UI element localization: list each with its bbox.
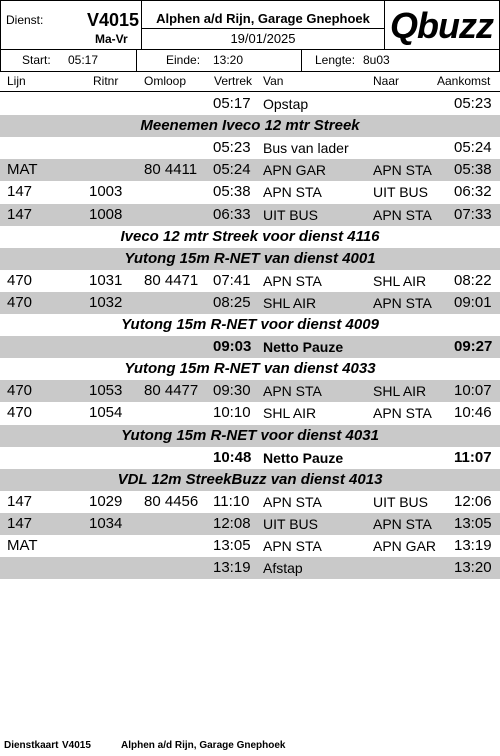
cell-van: UIT BUS [263,516,318,532]
cell-van: APN STA [263,538,322,554]
cell-ritnr: 1029 [89,493,123,510]
end-label: Einde: [166,53,201,67]
cell-ritnr: 1054 [89,404,123,421]
cell-aankomst: 05:23 [454,95,492,112]
banner-text: Yutong 15m R-NET van dienst 4001 [124,250,376,267]
cell-omloop: 80 4456 [144,493,199,510]
vehicle-banner [0,358,500,380]
dienst-number: V4015 [87,10,140,30]
trip-row [0,402,500,424]
cell-vertrek: 10:10 [213,404,251,421]
col-vertrek: Vertrek [214,74,253,88]
cell-van: APN STA [263,273,322,289]
trip-row [0,181,500,203]
cell-aankomst: 08:22 [454,272,492,289]
col-omloop: Omloop [144,74,187,88]
banner-text: VDL 12m StreekBuzz van dienst 4013 [117,471,383,488]
trip-row [0,93,500,115]
meta-divider [301,49,302,71]
cell-van: APN STA [263,184,322,200]
cell-lijn: 470 [7,382,33,399]
cell-van: SHL AIR [263,405,317,421]
pause-row [0,336,500,358]
banner-text: Yutong 15m R-NET voor dienst 4009 [121,316,379,333]
cell-van: Opstap [263,96,309,112]
trip-row [0,513,500,535]
cell-aankomst: 12:06 [454,493,492,510]
cell-vertrek: 05:23 [213,139,251,156]
cell-ritnr: 1034 [89,515,123,532]
cell-van: APN GAR [263,162,327,178]
cell-lijn: 470 [7,272,33,289]
dienst-days: Ma-Vr [95,32,128,46]
shift-meta [0,49,500,72]
cell-van: UIT BUS [263,207,318,223]
service-date: 19/01/2025 [230,31,296,46]
trip-row [0,557,500,579]
cell-aankomst: 09:01 [454,294,492,311]
length-value: 8u03 [363,53,390,67]
banner-text: Yutong 15m R-NET van dienst 4033 [124,360,376,377]
cell-lijn: 147 [7,493,33,510]
banner-text: Meenemen Iveco 12 mtr Streek [140,117,360,134]
cell-ritnr: 1031 [89,272,123,289]
cell-omloop: 80 4477 [144,382,199,399]
cell-vertrek: 05:38 [213,183,251,200]
cell-van: SHL AIR [263,295,317,311]
col-naar: Naar [373,74,400,88]
footer-label: Dienstkaart [4,740,59,751]
vehicle-banner [0,469,500,491]
cell-naar: APN STA [373,295,432,311]
cell-lijn: MAT [7,161,38,178]
cell-aankomst: 10:46 [454,404,492,421]
cell-naar: APN STA [373,162,432,178]
cell-vertrek: 11:10 [213,493,250,510]
footer-dienst: V4015 [62,740,91,751]
cell-ritnr: 1053 [89,382,123,399]
cell-aankomst: 13:19 [454,537,492,554]
cell-aankomst: 05:24 [454,139,492,156]
cell-aankomst: 13:05 [454,515,492,532]
cell-lijn: 147 [7,206,33,223]
banner-text: Yutong 15m R-NET voor dienst 4031 [121,427,379,444]
cell-lijn: 470 [7,294,33,311]
cell-vertrek: 05:17 [213,95,251,112]
vehicle-banner [0,425,500,447]
header-divider [142,28,385,29]
cell-naar: SHL AIR [373,383,427,399]
qbuzz-logo: Qbuzz [390,5,493,46]
trip-row [0,270,500,292]
trip-row [0,159,500,181]
cell-naar: APN STA [373,207,432,223]
cell-vertrek: 09:30 [213,382,251,399]
cell-aankomst: 05:38 [454,161,492,178]
meta-divider [136,49,137,71]
cell-vertrek: 10:48 [213,449,252,466]
cell-vertrek: 08:25 [213,294,251,311]
cell-omloop: 80 4411 [144,161,198,178]
cell-van: APN STA [263,494,322,510]
cell-aankomst: 13:20 [454,559,492,576]
cell-lijn: 147 [7,515,33,532]
trip-row [0,292,500,314]
trip-row [0,204,500,226]
cell-van: Bus van lader [263,140,349,156]
trip-row [0,380,500,402]
trip-row [0,491,500,513]
pause-row [0,447,500,469]
cell-aankomst: 09:27 [454,338,493,355]
cell-van: Netto Pauze [263,450,344,466]
cell-vertrek: 07:41 [213,272,251,289]
cell-vertrek: 09:03 [213,338,252,355]
start-label: Start: [22,53,51,67]
cell-lijn: MAT [7,537,38,554]
cell-vertrek: 13:19 [213,559,251,576]
vehicle-banner [0,248,500,270]
cell-lijn: 147 [7,183,33,200]
vehicle-banner [0,115,500,137]
cell-aankomst: 10:07 [454,382,492,399]
vehicle-banner [0,226,500,248]
col-van: Van [263,74,284,88]
cell-ritnr: 1003 [89,183,123,200]
header-box [0,0,500,50]
cell-lijn: 470 [7,404,33,421]
cell-vertrek: 12:08 [213,515,251,532]
footer-location: Alphen a/d Rijn, Garage Gnephoek [121,740,286,751]
cell-naar: APN GAR [373,538,437,554]
col-aankomst: Aankomst [437,74,491,88]
trip-row [0,137,500,159]
cell-vertrek: 06:33 [213,206,251,223]
cell-naar: SHL AIR [373,273,427,289]
cell-ritnr: 1032 [89,294,123,311]
length-label: Lengte: [315,53,356,67]
cell-vertrek: 05:24 [213,161,251,178]
cell-naar: UIT BUS [373,494,428,510]
cell-vertrek: 13:05 [213,537,251,554]
vehicle-banner [0,314,500,336]
col-ritnr: Ritnr [93,74,119,88]
cell-aankomst: 11:07 [454,449,492,466]
garage-location: Alphen a/d Rijn, Garage Gnephoek [156,11,370,26]
cell-aankomst: 06:32 [454,183,492,200]
trip-row [0,535,500,557]
cell-van: APN STA [263,383,322,399]
start-time: 05:17 [68,53,99,67]
end-time: 13:20 [213,53,244,67]
cell-naar: APN STA [373,516,432,532]
cell-ritnr: 1008 [89,206,123,223]
column-header [0,72,500,92]
cell-van: Afstap [263,560,303,576]
cell-naar: UIT BUS [373,184,428,200]
cell-van: Netto Pauze [263,339,344,355]
cell-omloop: 80 4471 [144,272,199,289]
banner-text: Iveco 12 mtr Streek voor dienst 4116 [120,228,380,245]
cell-aankomst: 07:33 [454,206,492,223]
cell-naar: APN STA [373,405,432,421]
col-lijn: Lijn [7,74,26,88]
dienst-label: Dienst: [6,13,44,27]
